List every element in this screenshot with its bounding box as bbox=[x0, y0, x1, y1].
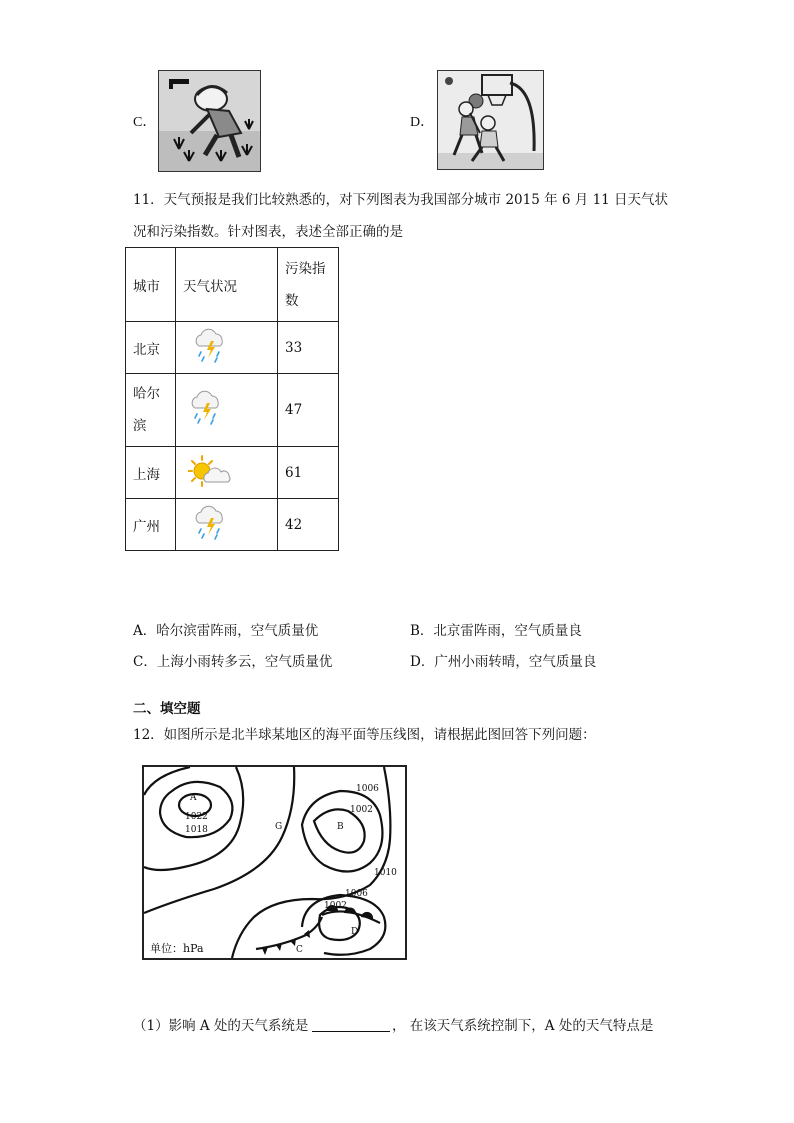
q11-option-c[interactable]: C．上海小雨转多云，空气质量优 bbox=[133, 654, 333, 670]
label-c: C bbox=[296, 945, 303, 955]
label-g: G bbox=[275, 822, 283, 832]
weather-cell bbox=[176, 374, 278, 447]
farming-picture bbox=[158, 70, 261, 172]
table-header-row bbox=[126, 248, 339, 322]
isobar-label-1010: 1010 bbox=[374, 868, 397, 878]
q11-option-b[interactable]: B．北京雷阵雨，空气质量良 bbox=[410, 623, 582, 639]
table-row bbox=[126, 499, 339, 551]
header-city: 城市 bbox=[126, 248, 176, 322]
weather-cell bbox=[176, 499, 278, 551]
q12-sub1-prefix: （1）影响 A 处的天气系统是 bbox=[133, 1018, 309, 1034]
option-d-label: D． bbox=[410, 115, 435, 130]
weather-cell bbox=[176, 322, 278, 374]
city-cell: 上海 bbox=[126, 447, 176, 499]
unit-label: 单位：hPa bbox=[150, 942, 204, 955]
q11-stem-line2: 况和污染指数。针对图表，表述全部正确的是 bbox=[133, 224, 403, 240]
header-weather: 天气状况 bbox=[176, 248, 278, 322]
header-pollution-line1: 污染指 bbox=[285, 260, 326, 277]
isobar-map-drawing bbox=[144, 767, 405, 958]
cold-front-mark bbox=[304, 930, 310, 938]
pollution-cell: 61 bbox=[278, 447, 339, 499]
pollution-cell: 42 bbox=[278, 499, 339, 551]
answer-blank[interactable] bbox=[312, 1031, 390, 1032]
thunder-shower-icon bbox=[190, 328, 230, 364]
q11-option-d[interactable]: D．广州小雨转晴，空气质量良 bbox=[410, 654, 597, 670]
pollution-cell: 47 bbox=[278, 374, 339, 447]
city-line2: 滨 bbox=[133, 418, 147, 434]
isobar-top-left bbox=[144, 767, 190, 795]
sun-cloud-icon bbox=[188, 454, 236, 488]
section-title: 二、填空题 bbox=[133, 701, 201, 717]
isobar-label-1006-top: 1006 bbox=[356, 784, 379, 794]
q11-option-a[interactable]: A．哈尔滨雷阵雨，空气质量优 bbox=[133, 623, 319, 639]
thunder-shower-icon bbox=[186, 390, 226, 426]
isobar-left-trough-2 bbox=[144, 767, 294, 913]
header-pollution bbox=[278, 248, 339, 322]
city-cell: 北京 bbox=[126, 322, 176, 374]
thunder-shower-icon bbox=[190, 505, 230, 541]
table-row bbox=[126, 374, 339, 447]
pollution-cell: 33 bbox=[278, 322, 339, 374]
city-line1: 哈尔 bbox=[133, 386, 160, 402]
basketball-picture bbox=[437, 70, 544, 170]
city-cell: 广州 bbox=[126, 499, 176, 551]
table-row bbox=[126, 447, 339, 499]
isobar-label-1018: 1018 bbox=[185, 825, 208, 835]
isobar-label-1002-top: 1002 bbox=[350, 805, 373, 815]
q12-sub1-mid: ， 在该天气系统控制下，A 处的天气特点是 bbox=[392, 1018, 654, 1034]
label-a: A bbox=[190, 793, 197, 803]
option-c-label: C． bbox=[133, 115, 157, 130]
q12-stem: 12．如图所示是北半球某地区的海平面等压线图，请根据此图回答下列问题： bbox=[133, 727, 596, 743]
table-row bbox=[126, 322, 339, 374]
label-d: D bbox=[351, 927, 359, 937]
cold-front-mark bbox=[262, 947, 268, 955]
isobar-label-1022: 1022 bbox=[185, 812, 208, 822]
city-cell bbox=[126, 374, 176, 447]
q11-stem-line1: 11．天气预报是我们比较熟悉的，对下列图表为我国部分城市 2015 年 6 月 11 日天气状 bbox=[133, 192, 669, 208]
header-pollution-line2: 数 bbox=[285, 292, 299, 309]
label-b: B bbox=[337, 822, 344, 832]
weather-table bbox=[125, 247, 339, 551]
isobar-map bbox=[142, 765, 407, 960]
isobar-right bbox=[232, 767, 390, 958]
isobar-label-1002-bottom: 1002 bbox=[324, 901, 347, 911]
weather-cell bbox=[176, 447, 278, 499]
isobar-label-1006-bottom: 1006 bbox=[345, 889, 368, 899]
